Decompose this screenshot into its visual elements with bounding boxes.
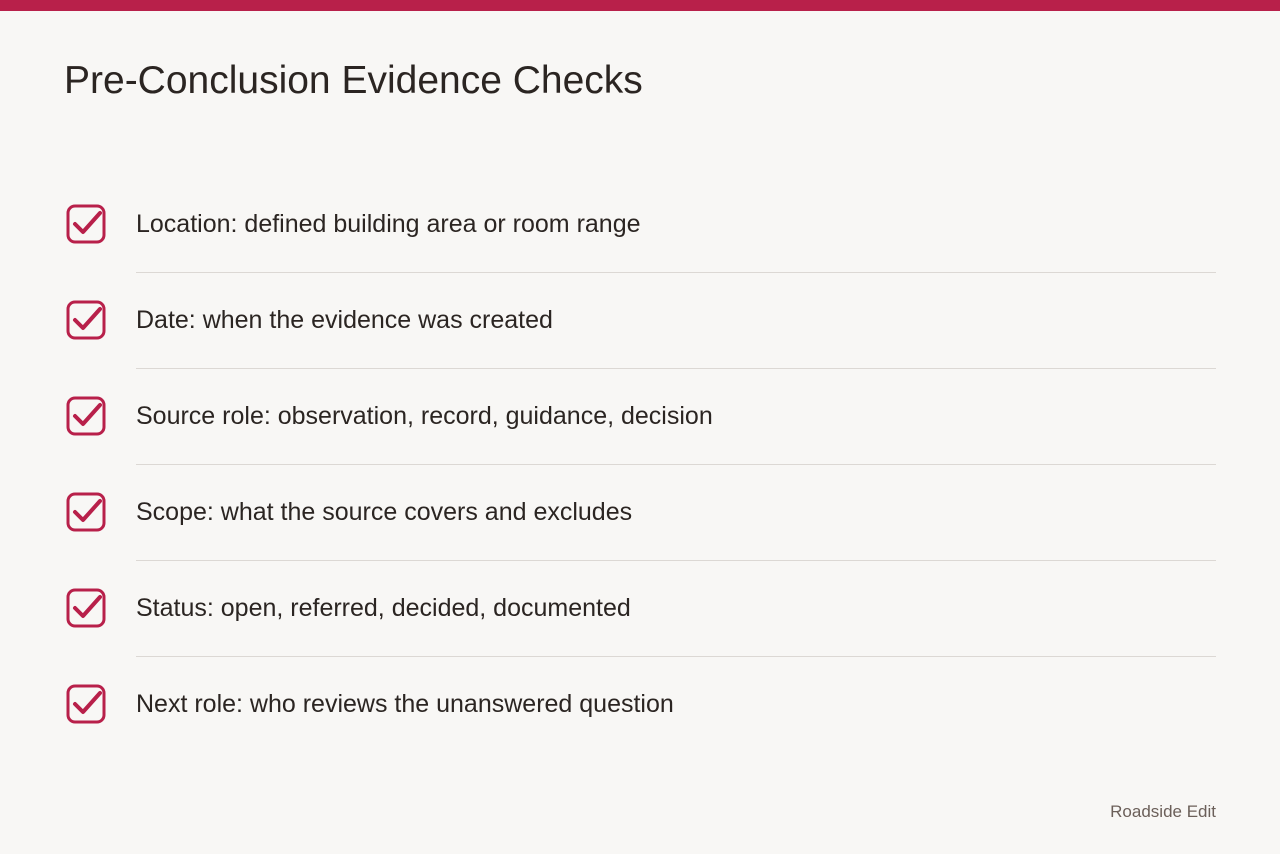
checklist-item [64,369,1216,465]
checklist-item-label: Scope: what the source covers and excludes [136,498,633,526]
checklist-item [64,561,1216,657]
checklist-item [64,465,1216,561]
checked-checkbox-icon[interactable] [66,492,106,532]
top-accent-bar [0,0,1280,11]
checked-checkbox-icon[interactable] [66,396,106,436]
evidence-checklist [64,177,1216,753]
checked-checkbox-icon[interactable] [66,588,106,628]
checklist-item [64,657,1216,753]
checked-checkbox-icon[interactable] [66,684,106,724]
checklist-item [64,177,1216,273]
checklist-item [64,273,1216,369]
checklist-item-label: Date: when the evidence was created [136,306,553,334]
checked-checkbox-icon[interactable] [66,204,106,244]
checked-checkbox-icon[interactable] [66,300,106,340]
checklist-item-label: Next role: who reviews the unanswered question [136,690,674,718]
footer-brand: Roadside Edit [1110,802,1216,821]
checklist-item-label: Source role: observation, record, guidance, decision [136,402,713,430]
checklist-item-label: Status: open, referred, decided, documented [136,594,631,622]
page-title: Pre-Conclusion Evidence Checks [64,59,643,102]
checklist-item-label: Location: defined building area or room range [136,210,641,238]
